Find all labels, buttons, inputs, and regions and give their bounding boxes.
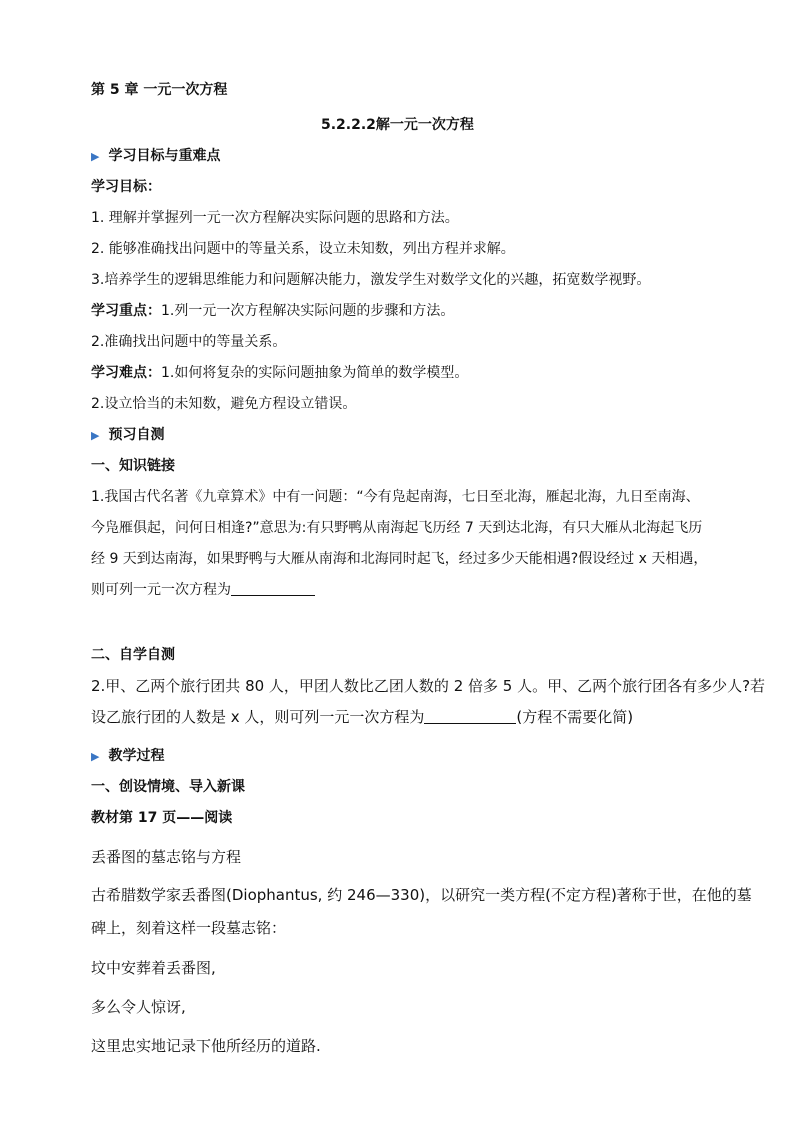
- intro-line-1: 古希腊数学家丢番图(Diophantus, 约 246—330)，以研究一类方程(不定方程)著称于世，在他的墓: [91, 886, 752, 904]
- question-1-line-4: 则可列一元一次方程为: [91, 580, 315, 600]
- section-goals: ▶ 学习目标与重难点: [91, 146, 220, 167]
- preview-sub-1: 一、知识链接: [91, 458, 175, 474]
- question-1-line-2: 今凫雁俱起，问何日相逢?”意思为:有只野鸭从南海起飞历经 7 天到达北海，有只大雁从北海起飞历: [91, 520, 703, 536]
- key-points: 学习重点：1.列一元一次方程解决实际问题的步骤和方法。: [91, 303, 455, 319]
- verse-line-1: 坟中安葬着丢番图,: [91, 959, 216, 977]
- section-preview: ▶ 预习自测: [91, 425, 164, 446]
- triangle-bullet-icon: ▶: [91, 750, 100, 763]
- intro-line-2: 碑上，刻着这样一段墓志铭：: [91, 919, 287, 937]
- chapter-heading: 第 5 章 一元一次方程: [91, 82, 228, 98]
- question-1-line-3: 经 9 天到达南海，如果野鸭与大雁从南海和北海同时起飞，经过多少天能相遇?假设经过 x 天相遇，: [91, 551, 708, 567]
- question-2-line-2: 设乙旅行团的人数是 x 人，则可列一元一次方程为 (方程不需要化简): [91, 708, 634, 726]
- verse-line-3: 这里忠实地记录下他所经历的道路.: [91, 1037, 321, 1055]
- answer-blank-1[interactable]: [231, 581, 315, 596]
- triangle-bullet-icon: ▶: [91, 150, 100, 163]
- difficulty-point-2: 2.设立恰当的未知数，避免方程设立错误。: [91, 396, 357, 412]
- triangle-bullet-icon: ▶: [91, 429, 100, 442]
- lesson-title: 5.2.2.2解一元一次方程: [321, 117, 474, 133]
- textbook-reference: 教材第 17 页——阅读: [91, 810, 233, 826]
- goals-label: 学习目标：: [91, 179, 161, 195]
- preview-sub-2: 二、自学自测: [91, 647, 175, 663]
- section-process: ▶ 教学过程: [91, 746, 164, 767]
- epitaph-title: 丢番图的墓志铭与方程: [91, 848, 242, 866]
- process-sub-1: 一、创设情境、导入新课: [91, 779, 245, 795]
- question-2-line-1: 2.甲、乙两个旅行团共 80 人，甲团人数比乙团人数的 2 倍多 5 人。甲、乙两个旅行团各有多少人?若: [91, 677, 766, 695]
- verse-line-2: 多么令人惊讶,: [91, 998, 186, 1016]
- goal-item-1: 1. 理解并掌握列一元一次方程解决实际问题的思路和方法。: [91, 210, 459, 226]
- goal-item-3: 3.培养学生的逻辑思维能力和问题解决能力，激发学生对数学文化的兴趣，拓宽数学视野。: [91, 272, 651, 288]
- answer-blank-2[interactable]: [424, 709, 516, 724]
- key-point-2: 2.准确找出问题中的等量关系。: [91, 334, 287, 350]
- goal-item-2: 2. 能够准确找出问题中的等量关系，设立未知数，列出方程并求解。: [91, 241, 515, 257]
- question-1-line-1: 1.我国古代名著《九章算术》中有一问题：“今有凫起南海，七日至北海，雁起北海，九日至南海、: [91, 489, 700, 505]
- difficulty-points: 学习难点：1.如何将复杂的实际问题抽象为简单的数学模型。: [91, 365, 469, 381]
